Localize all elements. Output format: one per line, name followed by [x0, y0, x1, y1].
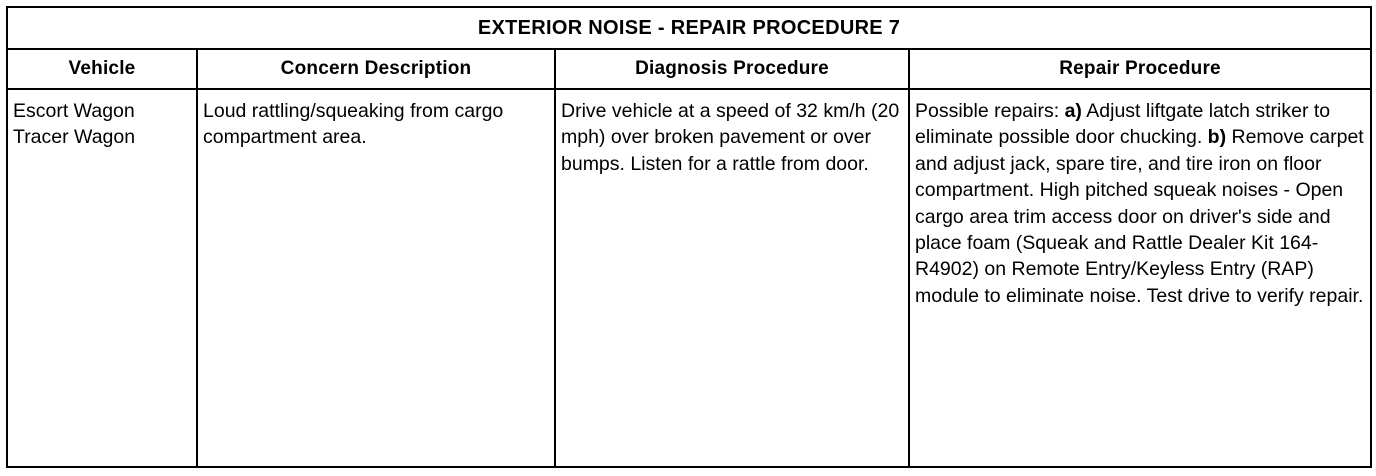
- header-repair-procedure: Repair Procedure: [909, 49, 1371, 89]
- repair-text-a: Adjust liftgate latch striker to eliminate possible door chucking.: [915, 100, 1331, 149]
- table-row: [7, 89, 1371, 467]
- repair-intro: Possible repairs:: [915, 100, 1065, 122]
- vehicle-tracer-wagon: Tracer Wagon: [13, 126, 136, 149]
- repair-label-b: b): [1207, 126, 1227, 149]
- header-row: [7, 49, 1371, 89]
- title-row: [7, 7, 1371, 49]
- table-title: EXTERIOR NOISE - REPAIR PROCEDURE 7: [7, 7, 1371, 49]
- header-vehicle: Vehicle: [7, 49, 197, 89]
- repair-label-a: a): [1064, 100, 1082, 122]
- header-concern-description: Concern Description: [197, 49, 555, 89]
- header-diagnosis-procedure: Diagnosis Procedure: [555, 49, 909, 89]
- repair-procedure-table: [6, 6, 1372, 468]
- repair-text-b: Remove carpet and adjust jack, spare tire, and tire iron on floor compartment. High pitched squeak noises - Open cargo area trim access door on driver's side and place foam (Squeak and Rattle Dealer Kit 164-R4902) on Remote Entry/Keyless Entry (RAP) module to eliminate noise. Test drive to verify repair.: [915, 126, 1364, 307]
- concern-description-cell: Loud rattling/squeaking from cargo compartment area.: [197, 89, 555, 467]
- repair-procedure-cell: [909, 89, 1371, 467]
- diagnosis-procedure-cell: Drive vehicle at a speed of 32 km/h (20 mph) over broken pavement or over bumps. Listen for a rattle from door.: [555, 89, 909, 467]
- vehicle-escort-wagon: Escort Wagon: [13, 100, 135, 122]
- vehicle-cell: [7, 89, 197, 467]
